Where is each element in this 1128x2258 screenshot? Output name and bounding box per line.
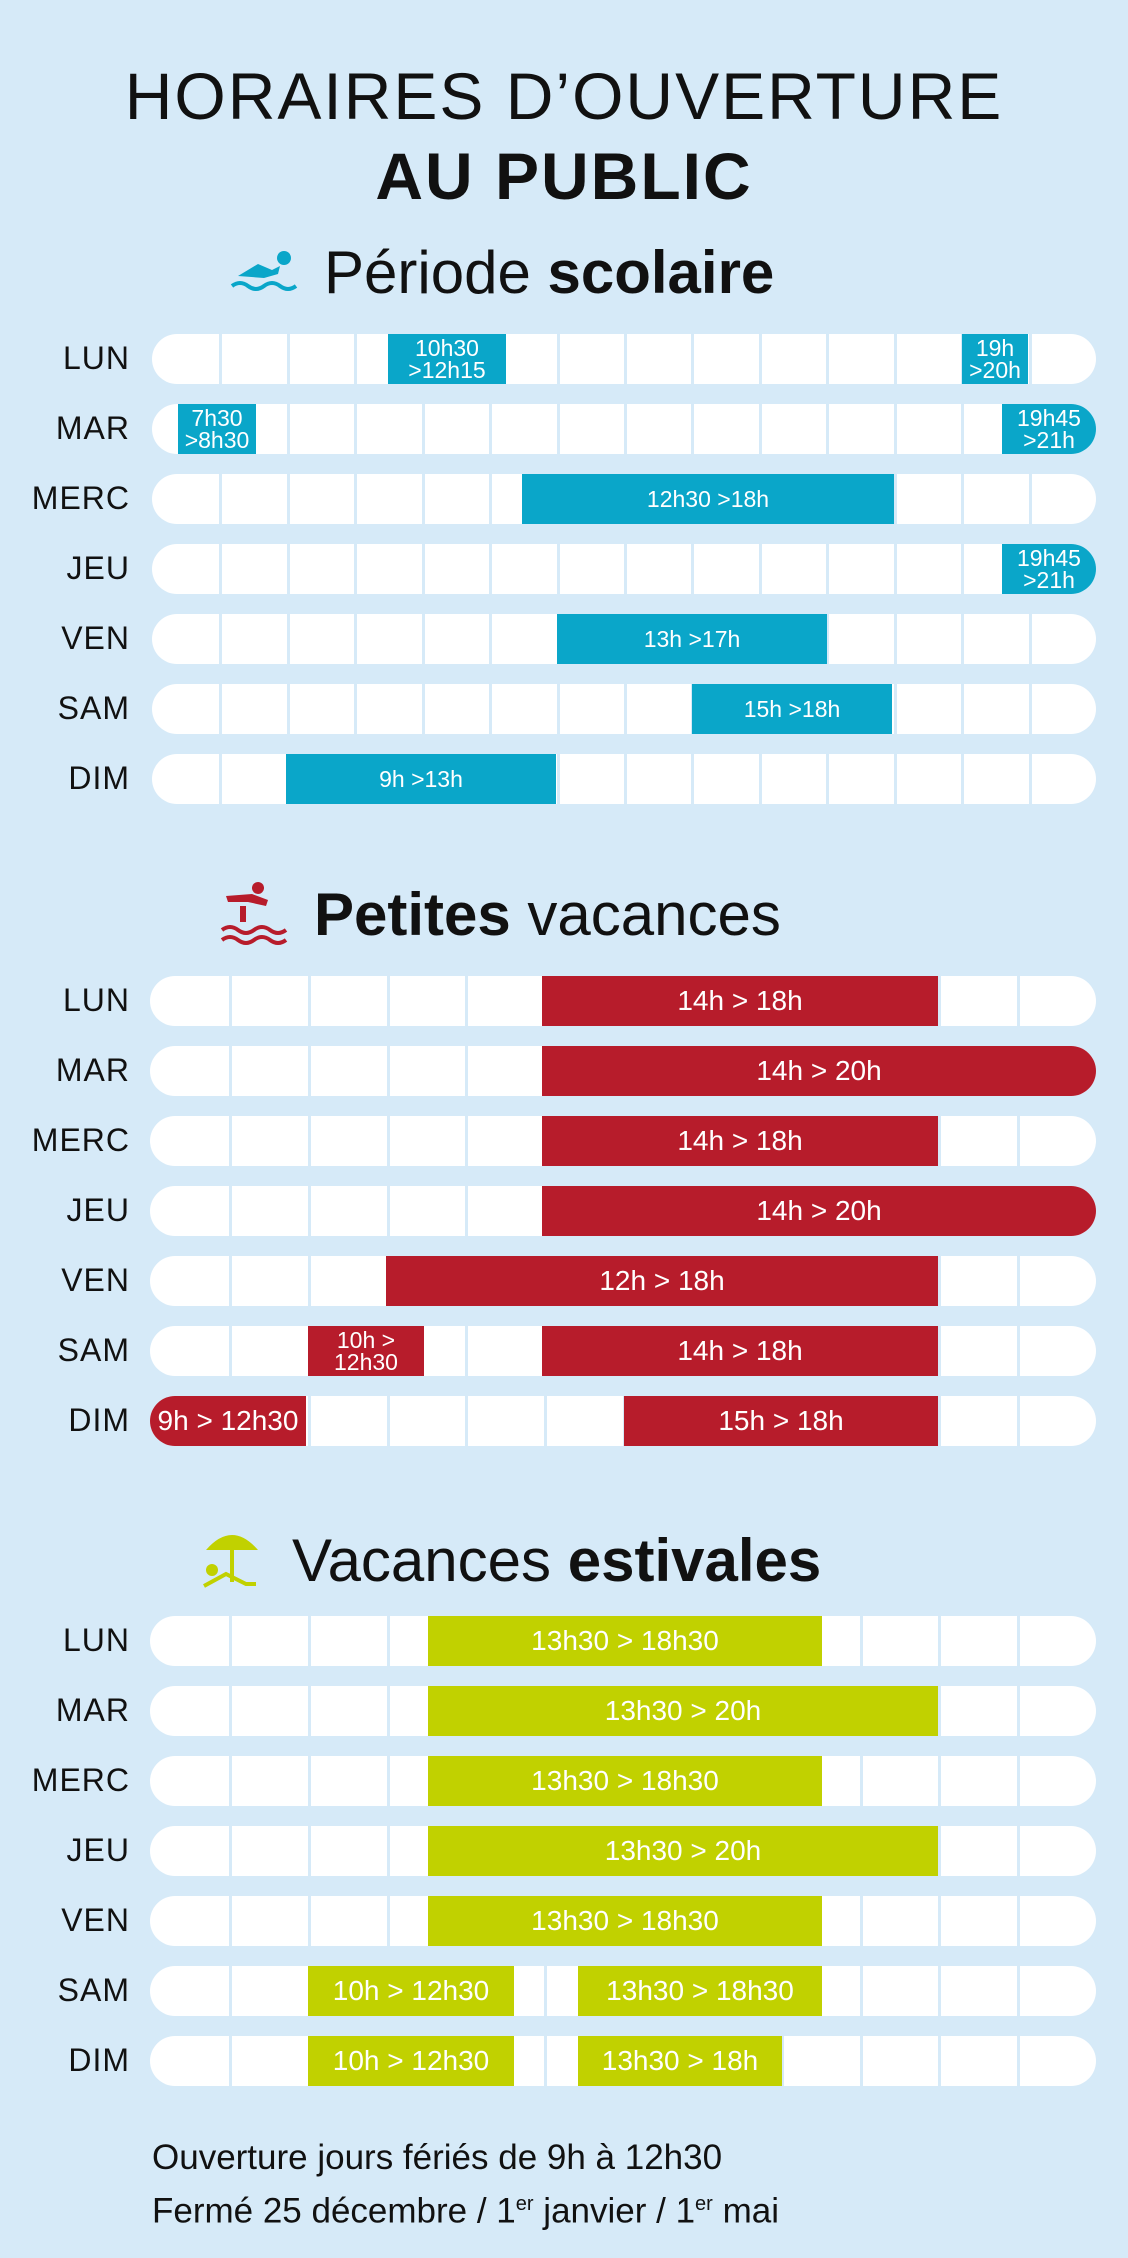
grid-divider (938, 1686, 941, 1736)
grid-divider (229, 1896, 232, 1946)
footer-holidays: Ouverture jours fériés de 9h à 12h30 (152, 2138, 723, 2177)
grid-divider (1017, 2036, 1020, 2086)
time-slot: 13h30 > 18h30 (428, 1616, 822, 1666)
grid-divider (894, 474, 897, 524)
grid-divider (465, 1326, 468, 1376)
grid-divider (308, 1686, 311, 1736)
grid-divider (354, 684, 357, 734)
day-label: VEN (61, 620, 130, 656)
time-slot: 13h30 > 18h30 (578, 1966, 822, 2016)
timeline-track (150, 1186, 1096, 1236)
grid-divider (422, 684, 425, 734)
timeline-track (152, 754, 1096, 804)
footer-closed: Fermé 25 décembre / 1er janvier / 1er mai (152, 2191, 779, 2231)
day-label: MAR (55, 410, 130, 446)
grid-divider (759, 544, 762, 594)
timeline-track (150, 1896, 1096, 1946)
time-slot: 19h45 >21h (1002, 404, 1096, 454)
time-slot: 10h > 12h30 (308, 2036, 514, 2086)
grid-divider (1029, 684, 1032, 734)
grid-divider (557, 684, 560, 734)
grid-divider (219, 754, 222, 804)
day-label: SAM (57, 1972, 130, 2008)
day-label: SAM (57, 1332, 130, 1368)
schedule-row-estivales-merc (0, 1756, 1128, 1808)
timeline-track (152, 334, 1096, 384)
timeline-track (150, 2036, 1096, 2086)
schedule-row-petites-lun (0, 976, 1128, 1028)
grid-divider (860, 1616, 863, 1666)
timeline-track (150, 1686, 1096, 1736)
timeline-track (150, 1116, 1096, 1166)
grid-divider (308, 1826, 311, 1876)
grid-divider (1029, 334, 1032, 384)
grid-divider (1017, 1826, 1020, 1876)
schedule-row-petites-merc (0, 1116, 1128, 1168)
day-label: MERC (31, 1122, 130, 1158)
grid-divider (938, 976, 941, 1026)
day-label: DIM (68, 760, 130, 796)
grid-divider (624, 544, 627, 594)
grid-divider (422, 544, 425, 594)
grid-divider (624, 404, 627, 454)
time-slot: 7h30 >8h30 (178, 404, 256, 454)
day-label: VEN (61, 1902, 130, 1938)
grid-divider (691, 544, 694, 594)
grid-divider (1017, 1396, 1020, 1446)
grid-divider (544, 1966, 547, 2016)
grid-divider (938, 1966, 941, 2016)
time-slot: 12h > 18h (386, 1256, 938, 1306)
grid-divider (557, 404, 560, 454)
time-slot: 13h30 > 20h (428, 1686, 938, 1736)
day-label: JEU (66, 1192, 130, 1228)
time-slot: 9h > 12h30 (150, 1396, 306, 1446)
day-label: VEN (61, 1262, 130, 1298)
grid-divider (1029, 474, 1032, 524)
swimmer-icon (228, 236, 300, 308)
timeline-track (150, 1326, 1096, 1376)
time-slot: 14h > 18h (542, 1326, 938, 1376)
grid-divider (354, 544, 357, 594)
time-slot: 14h > 18h (542, 1116, 938, 1166)
day-label: JEU (66, 550, 130, 586)
section-header-scolaire (228, 236, 774, 308)
schedule-row-scolaire-sam (0, 684, 1128, 736)
grid-divider (287, 474, 290, 524)
grid-divider (387, 1116, 390, 1166)
grid-divider (308, 1186, 311, 1236)
time-slot: 14h > 18h (542, 976, 938, 1026)
time-slot: 13h30 > 18h30 (428, 1756, 822, 1806)
time-slot: 14h > 20h (542, 1186, 1096, 1236)
schedule-row-estivales-dim (0, 2036, 1128, 2088)
section-title-estivales: Vacances estivales (292, 1526, 822, 1594)
timeline-track (150, 1046, 1096, 1096)
time-slot: 14h > 20h (542, 1046, 1096, 1096)
grid-divider (624, 754, 627, 804)
grid-divider (826, 404, 829, 454)
grid-divider (387, 976, 390, 1026)
schedule-row-estivales-lun (0, 1616, 1128, 1668)
grid-divider (308, 1616, 311, 1666)
grid-divider (229, 1756, 232, 1806)
time-slot: 9h >13h (286, 754, 556, 804)
page-title-line1: HORAIRES D’OUVERTURE (124, 59, 1004, 133)
grid-divider (759, 754, 762, 804)
schedule-row-petites-mar (0, 1046, 1128, 1098)
grid-divider (308, 1256, 311, 1306)
grid-divider (489, 684, 492, 734)
day-label: MERC (31, 1762, 130, 1798)
timeline-track (152, 404, 1096, 454)
grid-divider (544, 1396, 547, 1446)
timeline-track (150, 1616, 1096, 1666)
grid-divider (308, 1396, 311, 1446)
grid-divider (938, 1326, 941, 1376)
grid-divider (387, 1756, 390, 1806)
grid-divider (354, 474, 357, 524)
grid-divider (938, 1116, 941, 1166)
grid-divider (894, 334, 897, 384)
grid-divider (961, 614, 964, 664)
timeline-track (150, 1756, 1096, 1806)
grid-divider (465, 976, 468, 1026)
grid-divider (308, 1046, 311, 1096)
schedule-row-petites-ven (0, 1256, 1128, 1308)
schedule-row-petites-dim (0, 1396, 1128, 1448)
grid-divider (1017, 1686, 1020, 1736)
grid-divider (826, 334, 829, 384)
time-slot: 13h30 > 18h30 (428, 1896, 822, 1946)
grid-divider (489, 404, 492, 454)
grid-divider (387, 1686, 390, 1736)
time-slot: 19h45 >21h (1002, 544, 1096, 594)
grid-divider (938, 1756, 941, 1806)
day-label: MAR (55, 1052, 130, 1088)
grid-divider (1017, 1896, 1020, 1946)
grid-divider (229, 1116, 232, 1166)
grid-divider (229, 1826, 232, 1876)
section-header-estivales (196, 1524, 821, 1596)
grid-divider (759, 404, 762, 454)
grid-divider (354, 614, 357, 664)
grid-divider (894, 614, 897, 664)
grid-divider (759, 334, 762, 384)
time-slot: 15h >18h (692, 684, 892, 734)
grid-divider (961, 474, 964, 524)
grid-divider (465, 1396, 468, 1446)
grid-divider (229, 1046, 232, 1096)
day-label: SAM (57, 690, 130, 726)
page-title-line2: AU PUBLIC (375, 139, 753, 213)
day-label: LUN (62, 982, 130, 1018)
grid-divider (860, 1756, 863, 1806)
grid-divider (1029, 754, 1032, 804)
grid-divider (860, 1966, 863, 2016)
day-label: JEU (66, 1832, 130, 1868)
grid-divider (1017, 1116, 1020, 1166)
grid-divider (826, 754, 829, 804)
grid-divider (557, 754, 560, 804)
timeline-track (152, 544, 1096, 594)
grid-divider (691, 404, 694, 454)
schedule-row-scolaire-dim (0, 754, 1128, 806)
grid-divider (961, 754, 964, 804)
grid-divider (489, 544, 492, 594)
grid-divider (1017, 1756, 1020, 1806)
grid-divider (387, 1396, 390, 1446)
grid-divider (894, 754, 897, 804)
grid-divider (229, 1616, 232, 1666)
grid-divider (287, 544, 290, 594)
grid-divider (1017, 976, 1020, 1026)
timeline-track (152, 614, 1096, 664)
time-slot: 10h > 12h30 (308, 1326, 424, 1376)
grid-divider (219, 684, 222, 734)
schedule-row-scolaire-merc (0, 474, 1128, 526)
time-slot: 10h > 12h30 (308, 1966, 514, 2016)
grid-divider (287, 334, 290, 384)
beach-umbrella-icon (196, 1524, 268, 1596)
grid-divider (938, 2036, 941, 2086)
grid-divider (938, 1396, 941, 1446)
grid-divider (894, 404, 897, 454)
time-slot: 13h30 > 18h (578, 2036, 782, 2086)
schedule-row-scolaire-mar (0, 404, 1128, 456)
grid-divider (229, 2036, 232, 2086)
timeline-track (150, 1966, 1096, 2016)
grid-divider (229, 1966, 232, 2016)
grid-divider (422, 404, 425, 454)
grid-divider (229, 1256, 232, 1306)
grid-divider (1017, 1966, 1020, 2016)
grid-divider (229, 1326, 232, 1376)
grid-divider (1017, 1256, 1020, 1306)
grid-divider (219, 614, 222, 664)
schedule-row-estivales-ven (0, 1896, 1128, 1948)
grid-divider (387, 1826, 390, 1876)
grid-divider (961, 684, 964, 734)
grid-divider (860, 2036, 863, 2086)
grid-divider (938, 1616, 941, 1666)
grid-divider (557, 334, 560, 384)
grid-divider (961, 404, 964, 454)
grid-divider (387, 1896, 390, 1946)
timeline-track (152, 684, 1096, 734)
time-slot: 13h >17h (557, 614, 827, 664)
grid-divider (422, 614, 425, 664)
grid-divider (287, 684, 290, 734)
grid-divider (287, 404, 290, 454)
grid-divider (387, 1186, 390, 1236)
grid-divider (961, 544, 964, 594)
grid-divider (354, 334, 357, 384)
grid-divider (860, 1896, 863, 1946)
grid-divider (938, 1826, 941, 1876)
grid-divider (894, 684, 897, 734)
grid-divider (229, 1686, 232, 1736)
grid-divider (308, 1116, 311, 1166)
day-label: DIM (68, 2042, 130, 2078)
grid-divider (624, 684, 627, 734)
grid-divider (938, 1896, 941, 1946)
schedule-row-estivales-sam (0, 1966, 1128, 2018)
grid-divider (826, 544, 829, 594)
timeline-track (150, 1826, 1096, 1876)
grid-divider (354, 404, 357, 454)
footer-notes (152, 2135, 779, 2235)
day-label: MAR (55, 1692, 130, 1728)
grid-divider (938, 1256, 941, 1306)
grid-divider (387, 1046, 390, 1096)
schedule-row-scolaire-jeu (0, 544, 1128, 596)
grid-divider (1017, 1616, 1020, 1666)
grid-divider (691, 334, 694, 384)
schedule-row-estivales-jeu (0, 1826, 1128, 1878)
section-header-petites (218, 878, 781, 950)
grid-divider (229, 1186, 232, 1236)
grid-divider (219, 334, 222, 384)
grid-divider (624, 334, 627, 384)
grid-divider (894, 544, 897, 594)
grid-divider (422, 474, 425, 524)
day-label: LUN (62, 340, 130, 376)
grid-divider (287, 614, 290, 664)
grid-divider (465, 1186, 468, 1236)
grid-divider (1017, 1326, 1020, 1376)
timeline-track (150, 1256, 1096, 1306)
timeline-track (152, 474, 1096, 524)
timeline-track (150, 976, 1096, 1026)
grid-divider (308, 1896, 311, 1946)
grid-divider (489, 474, 492, 524)
grid-divider (557, 544, 560, 594)
day-label: LUN (62, 1622, 130, 1658)
schedule-row-scolaire-ven (0, 614, 1128, 666)
section-title-petites: Petites vacances (314, 880, 781, 948)
day-label: DIM (68, 1402, 130, 1438)
grid-divider (229, 976, 232, 1026)
section-title-scolaire: Période scolaire (324, 238, 775, 306)
grid-divider (544, 2036, 547, 2086)
grid-divider (219, 474, 222, 524)
time-slot: 13h30 > 20h (428, 1826, 938, 1876)
schedule-row-petites-jeu (0, 1186, 1128, 1238)
grid-divider (691, 754, 694, 804)
grid-divider (219, 544, 222, 594)
timeline-track (150, 1396, 1096, 1446)
grid-divider (489, 614, 492, 664)
schedule-row-estivales-mar (0, 1686, 1128, 1738)
grid-divider (465, 1116, 468, 1166)
grid-divider (465, 1046, 468, 1096)
diver-icon (218, 878, 290, 950)
schedule-row-scolaire-lun (0, 334, 1128, 386)
time-slot: 19h >20h (962, 334, 1028, 384)
time-slot: 10h30 >12h15 (388, 334, 506, 384)
grid-divider (387, 1616, 390, 1666)
grid-divider (308, 1756, 311, 1806)
grid-divider (1029, 614, 1032, 664)
schedule-row-petites-sam (0, 1326, 1128, 1378)
day-label: MERC (31, 480, 130, 516)
time-slot: 12h30 >18h (522, 474, 894, 524)
time-slot: 15h > 18h (624, 1396, 938, 1446)
grid-divider (308, 976, 311, 1026)
